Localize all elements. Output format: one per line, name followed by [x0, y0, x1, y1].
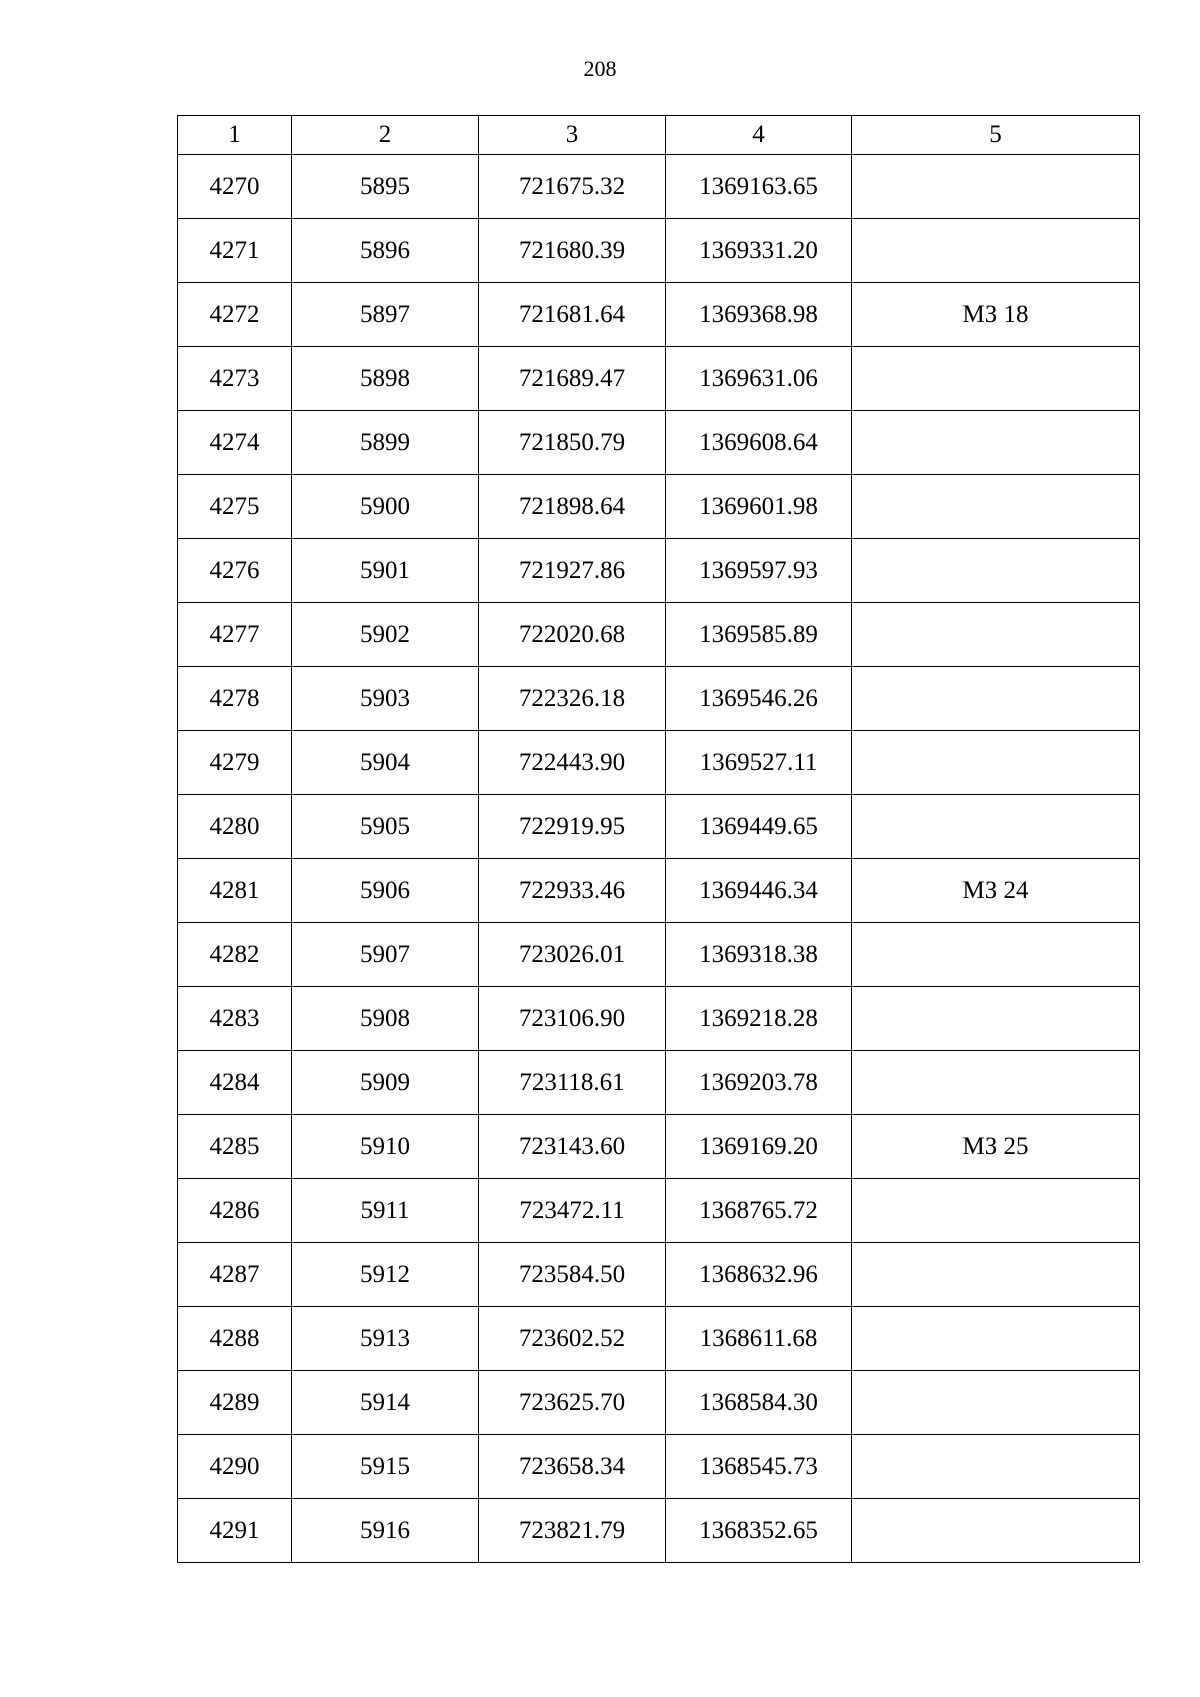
table-row [178, 1115, 1140, 1179]
table-cell [852, 987, 1140, 1051]
table-cell: 4272 [178, 283, 292, 347]
table-cell: 5899 [292, 411, 479, 475]
table-cell: 722326.18 [479, 667, 666, 731]
table-cell: 1369597.93 [666, 539, 852, 603]
table-cell: 1369368.98 [666, 283, 852, 347]
table-cell: 5900 [292, 475, 479, 539]
table-cell: 4287 [178, 1243, 292, 1307]
table-cell: 723658.34 [479, 1435, 666, 1499]
table-cell: 4283 [178, 987, 292, 1051]
table-cell: 4288 [178, 1307, 292, 1371]
table-cell: 723118.61 [479, 1051, 666, 1115]
table-cell: 5904 [292, 731, 479, 795]
table-cell: 5895 [292, 155, 479, 219]
table-cell: 1369163.65 [666, 155, 852, 219]
table-cell: 4282 [178, 923, 292, 987]
table-cell: 5914 [292, 1371, 479, 1435]
table-cell: 4284 [178, 1051, 292, 1115]
table-row [178, 347, 1140, 411]
table-cell: 723821.79 [479, 1499, 666, 1563]
table-cell: МЗ 25 [852, 1115, 1140, 1179]
table-cell: 4289 [178, 1371, 292, 1435]
table-cell: 1369218.28 [666, 987, 852, 1051]
table-row [178, 219, 1140, 283]
table-cell: 5912 [292, 1243, 479, 1307]
table-cell [852, 731, 1140, 795]
table-cell: 723584.50 [479, 1243, 666, 1307]
table-cell: 4271 [178, 219, 292, 283]
table-cell: 723026.01 [479, 923, 666, 987]
table-cell: 721927.86 [479, 539, 666, 603]
table-cell: 4280 [178, 795, 292, 859]
table-cell [852, 795, 1140, 859]
table-cell: 1368765.72 [666, 1179, 852, 1243]
table-cell [852, 1499, 1140, 1563]
table-cell: 1368632.96 [666, 1243, 852, 1307]
table-cell: 5916 [292, 1499, 479, 1563]
table-cell: 4291 [178, 1499, 292, 1563]
table-cell: 721850.79 [479, 411, 666, 475]
table-cell: 723472.11 [479, 1179, 666, 1243]
table-cell [852, 1179, 1140, 1243]
table-cell: 4290 [178, 1435, 292, 1499]
table-cell: 5906 [292, 859, 479, 923]
table-cell: 1368611.68 [666, 1307, 852, 1371]
table-cell: 721680.39 [479, 219, 666, 283]
table-cell: 5913 [292, 1307, 479, 1371]
table-cell: 5908 [292, 987, 479, 1051]
table-cell: 1369608.64 [666, 411, 852, 475]
table-cell: 722020.68 [479, 603, 666, 667]
table-cell: 723602.52 [479, 1307, 666, 1371]
table-cell: 723143.60 [479, 1115, 666, 1179]
table-body [178, 155, 1140, 1563]
table-cell: 5903 [292, 667, 479, 731]
table-cell [852, 667, 1140, 731]
table-cell [852, 539, 1140, 603]
table-cell: 5910 [292, 1115, 479, 1179]
table-row [178, 1243, 1140, 1307]
table-cell: 5911 [292, 1179, 479, 1243]
table-row [178, 987, 1140, 1051]
table-cell: МЗ 24 [852, 859, 1140, 923]
table-cell: 4273 [178, 347, 292, 411]
table-cell: 4286 [178, 1179, 292, 1243]
table-cell: 4274 [178, 411, 292, 475]
column-header: 2 [292, 116, 479, 155]
table-row [178, 731, 1140, 795]
table-row [178, 1499, 1140, 1563]
column-header: 4 [666, 116, 852, 155]
table-cell: 721689.47 [479, 347, 666, 411]
header-row [178, 116, 1140, 155]
table-cell: 1369527.11 [666, 731, 852, 795]
column-header: 1 [178, 116, 292, 155]
page-number: 208 [583, 56, 617, 81]
table-cell: 1369318.38 [666, 923, 852, 987]
table-cell: 1369203.78 [666, 1051, 852, 1115]
table-cell [852, 923, 1140, 987]
table-cell: 5915 [292, 1435, 479, 1499]
table-cell: 721898.64 [479, 475, 666, 539]
table-cell: 5898 [292, 347, 479, 411]
table-cell: 723625.70 [479, 1371, 666, 1435]
table-cell: 1369169.20 [666, 1115, 852, 1179]
table-row [178, 1307, 1140, 1371]
table-row [178, 1435, 1140, 1499]
table-cell: 722933.46 [479, 859, 666, 923]
table-cell: 1369631.06 [666, 347, 852, 411]
table-cell: 721681.64 [479, 283, 666, 347]
table-cell [852, 1371, 1140, 1435]
table-cell [852, 411, 1140, 475]
table-cell: 5905 [292, 795, 479, 859]
table-cell: 1369546.26 [666, 667, 852, 731]
table-cell [852, 155, 1140, 219]
table-cell: 5907 [292, 923, 479, 987]
table-cell: 5897 [292, 283, 479, 347]
table-cell: 1369585.89 [666, 603, 852, 667]
table-cell: 5902 [292, 603, 479, 667]
column-header: 5 [852, 116, 1140, 155]
table-row [178, 1051, 1140, 1115]
table-row [178, 1371, 1140, 1435]
table-cell [852, 347, 1140, 411]
table-cell: 1368352.65 [666, 1499, 852, 1563]
table-cell: 723106.90 [479, 987, 666, 1051]
table-cell: 4275 [178, 475, 292, 539]
table-cell: 4278 [178, 667, 292, 731]
table-cell: 722443.90 [479, 731, 666, 795]
table-row [178, 539, 1140, 603]
table-row [178, 923, 1140, 987]
table-cell: 1368545.73 [666, 1435, 852, 1499]
table-row [178, 475, 1140, 539]
table-row [178, 859, 1140, 923]
table-cell: 4277 [178, 603, 292, 667]
table-row [178, 411, 1140, 475]
column-header: 3 [479, 116, 666, 155]
table-row [178, 1179, 1140, 1243]
table-cell [852, 1243, 1140, 1307]
table-cell: 1369449.65 [666, 795, 852, 859]
table-row [178, 667, 1140, 731]
table-cell: 4281 [178, 859, 292, 923]
table-cell: 4279 [178, 731, 292, 795]
table-row [178, 283, 1140, 347]
table-cell: 721675.32 [479, 155, 666, 219]
table-cell: МЗ 18 [852, 283, 1140, 347]
table-cell: 1368584.30 [666, 1371, 852, 1435]
table-cell [852, 1435, 1140, 1499]
table-cell [852, 1307, 1140, 1371]
table-cell: 1369331.20 [666, 219, 852, 283]
coordinates-table [177, 115, 1140, 1563]
table-cell: 5896 [292, 219, 479, 283]
table-row [178, 795, 1140, 859]
table-cell: 4285 [178, 1115, 292, 1179]
table-cell [852, 219, 1140, 283]
table-cell: 1369446.34 [666, 859, 852, 923]
table-cell: 5909 [292, 1051, 479, 1115]
table-cell [852, 1051, 1140, 1115]
table-cell [852, 475, 1140, 539]
table-cell [852, 603, 1140, 667]
table-cell: 4270 [178, 155, 292, 219]
table-cell: 4276 [178, 539, 292, 603]
table-row [178, 155, 1140, 219]
table-cell: 1369601.98 [666, 475, 852, 539]
table-header [178, 116, 1140, 155]
table-cell: 722919.95 [479, 795, 666, 859]
table-cell: 5901 [292, 539, 479, 603]
table-row [178, 603, 1140, 667]
